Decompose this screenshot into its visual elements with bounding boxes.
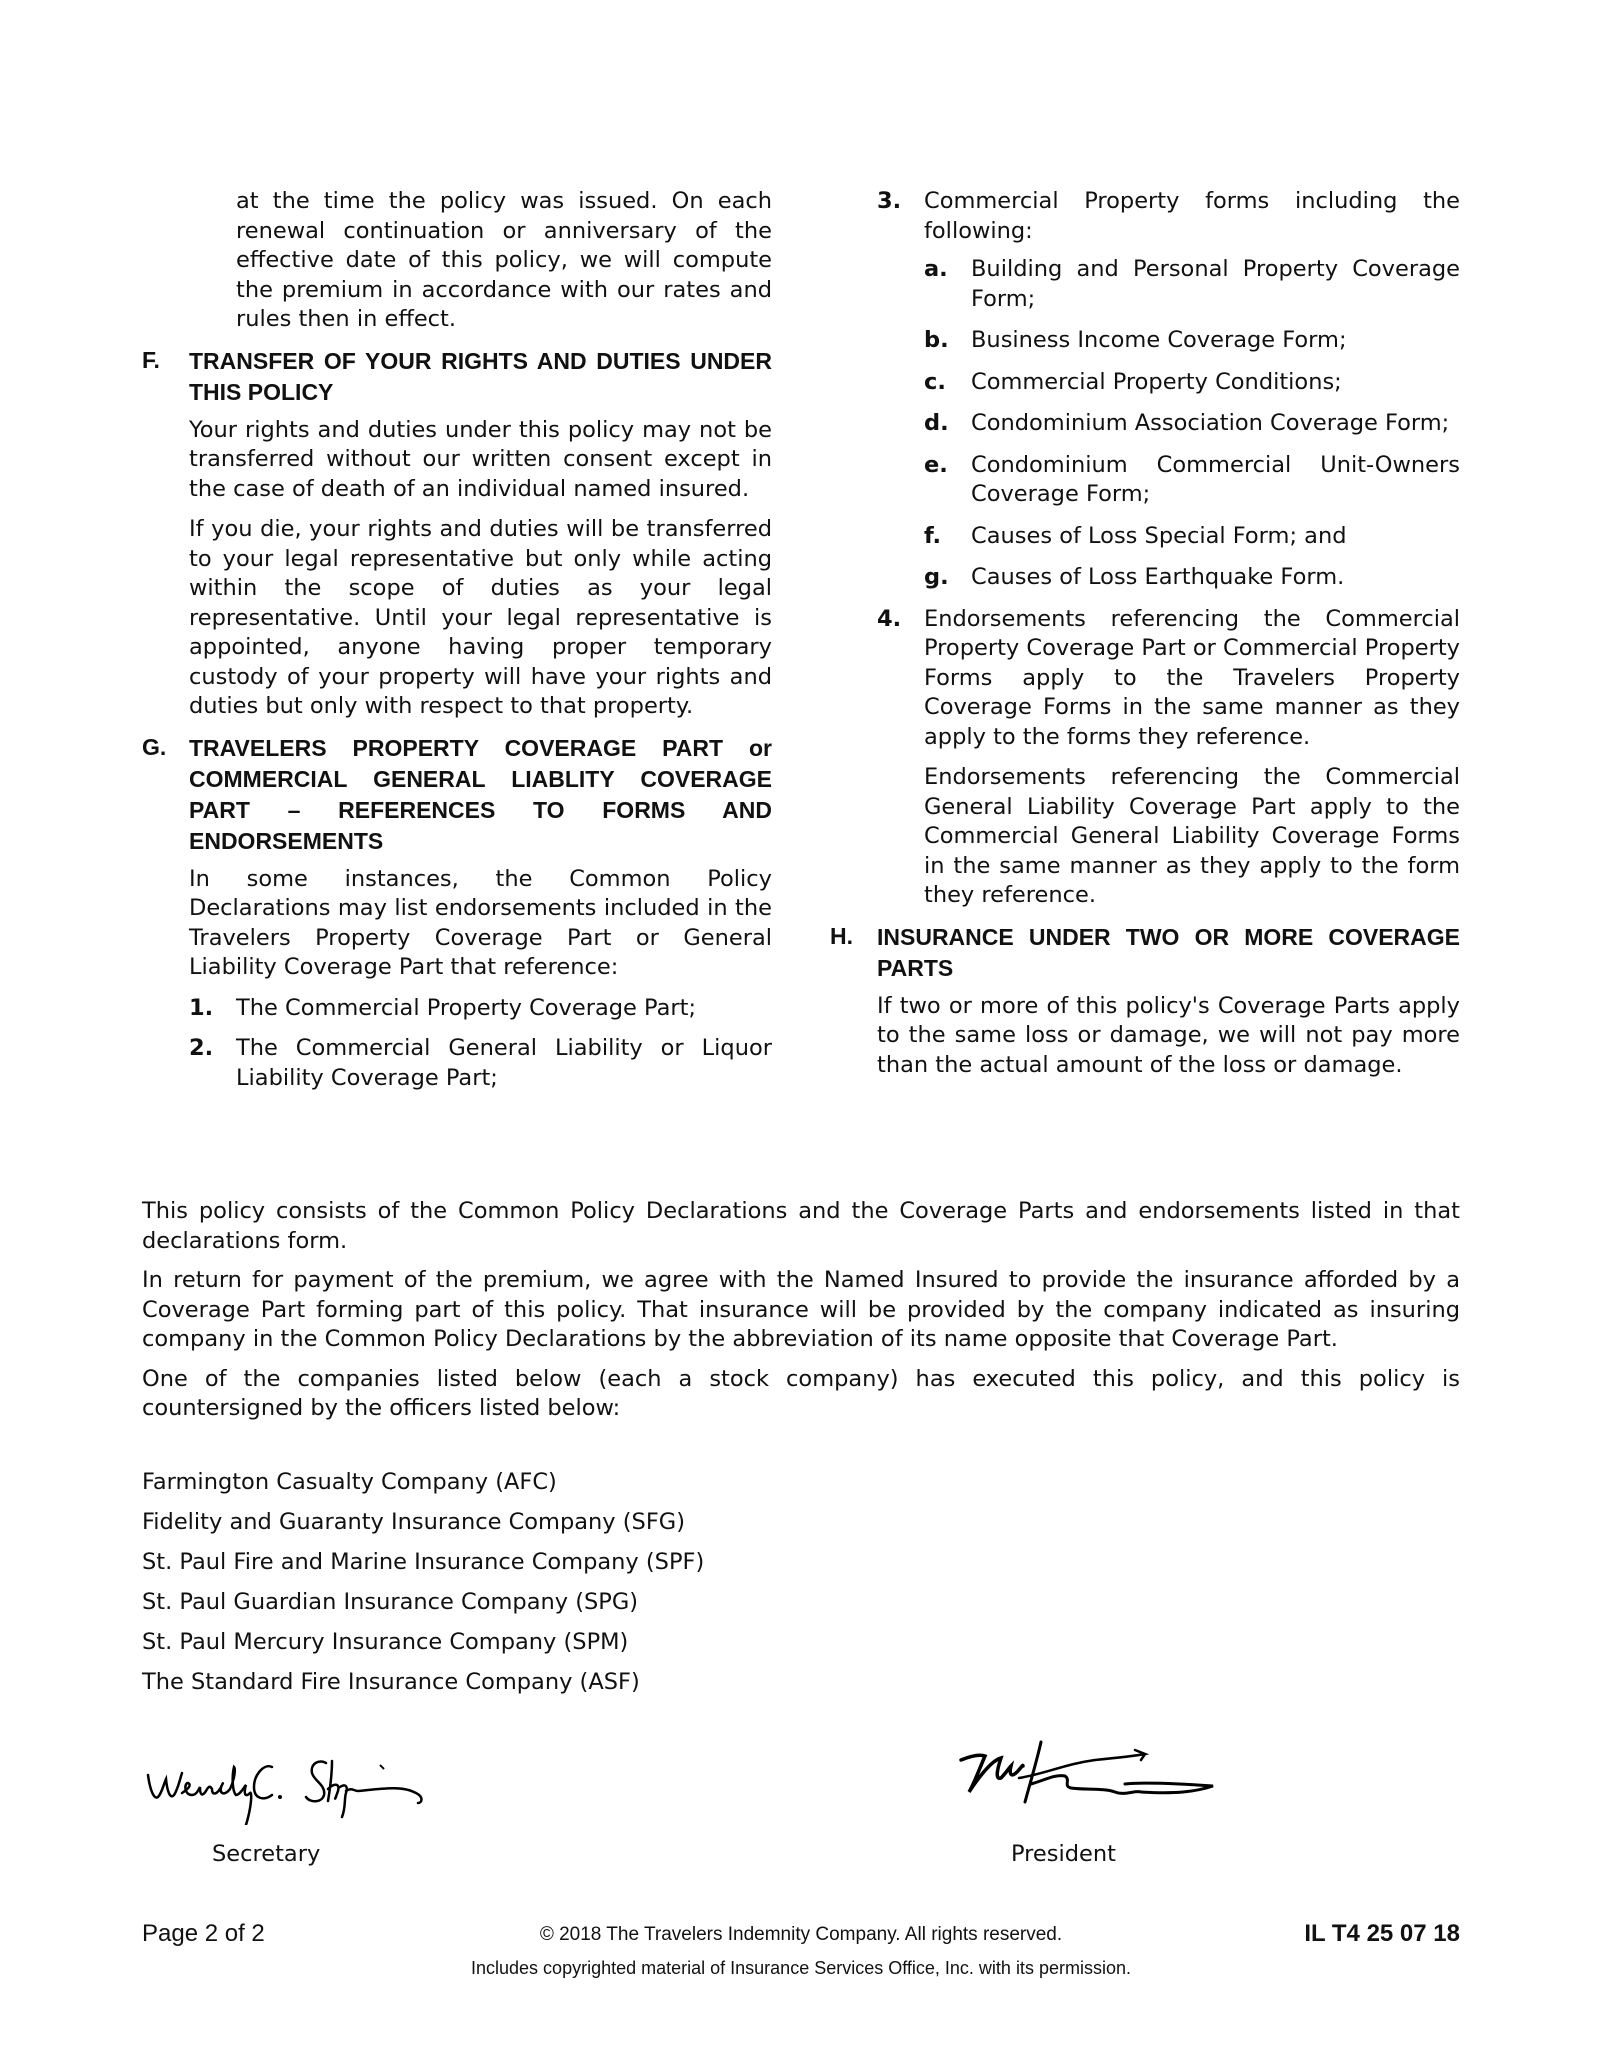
company-list-item: St. Paul Guardian Insurance Company (SPG) — [142, 1589, 639, 1615]
sub-item-letter: d. — [924, 410, 949, 436]
sub-list-item — [924, 368, 1460, 398]
list-item-number: 3. — [877, 188, 902, 214]
list-item — [189, 1034, 772, 1093]
sub-item-text: Condominium Commercial Unit-Owners Coverage Form; — [971, 451, 1460, 507]
right-column — [830, 187, 1460, 1091]
company-list — [142, 1462, 704, 1702]
company-list-item: St. Paul Fire and Marine Insurance Company (SPF) — [142, 1549, 705, 1575]
list-item-text: Commercial Property forms including the following: — [924, 188, 1460, 244]
sub-list-item — [924, 563, 1460, 593]
copyright-notice: © 2018 The Travelers Indemnity Company. All rights reserved. — [539, 1924, 1063, 1945]
company-list-item: The Standard Fire Insurance Company (ASF) — [142, 1669, 640, 1695]
list-item-3 — [877, 187, 1460, 246]
section-h-heading — [830, 922, 1460, 984]
sub-item-text: Building and Personal Property Coverage Form; — [971, 256, 1460, 312]
sub-item-letter: g. — [924, 564, 949, 590]
list-item-text: Endorsements referencing the Commercial Property Coverage Part or Commercial Property Forms apply to the Travelers Property Coverage Forms in the same manner as they apply to the forms they reference. — [924, 605, 1460, 750]
sub-item-letter: f. — [924, 522, 942, 549]
continuation-paragraph: at the time the policy was issued. On each renewal continuation or anniversary of the effective date of this policy, we will compute the premium in accordance with our rates and rules then in effect. — [236, 188, 772, 332]
company-list-item: Fidelity and Guaranty Insurance Company (SFG) — [142, 1509, 685, 1535]
sub-list-item — [924, 255, 1460, 314]
list-item — [189, 994, 772, 1024]
list-item-number: 2. — [189, 1035, 214, 1061]
section-f-paragraph-2: If you die, your rights and duties will be transferred to your legal representative but only while acting within the scope of duties as your legal representative. Until your legal representative is appointed, anyone having proper temporary custody of your property will have your rights and duties but only with respect to that property. — [189, 516, 772, 719]
section-letter: F. — [142, 346, 160, 373]
list-item-number: 4. — [877, 605, 902, 632]
sub-list-item — [924, 409, 1460, 439]
sub-list-item — [924, 522, 1460, 552]
left-column — [142, 187, 772, 1104]
list-item-4-continuation: Endorsements referencing the Commercial General Liability Coverage Part apply to the Commercial General Liability Coverage Forms in the same manner as they apply to the form they reference. — [924, 764, 1460, 908]
list-item-4 — [877, 605, 1460, 753]
list-item-text: The Commercial General Liability or Liquor Liability Coverage Part; — [236, 1035, 772, 1091]
sub-item-text: Causes of Loss Earthquake Form. — [971, 564, 1345, 590]
page-number: Page 2 of 2 — [142, 1920, 265, 1947]
section-f-paragraph-1: Your rights and duties under this policy may not be transferred without our written consent except in the case of death of an individual named insured. — [189, 416, 772, 502]
sub-item-text: Business Income Coverage Form; — [971, 327, 1347, 353]
section-h-body: If two or more of this policy's Coverage Parts apply to the same loss or damage, we will not pay more than the actual amount of the loss or damage. — [877, 992, 1460, 1078]
list-item-number: 1. — [189, 994, 214, 1021]
company-list-item: St. Paul Mercury Insurance Company (SPM) — [142, 1629, 629, 1655]
section-f-heading — [142, 346, 772, 408]
sub-item-text: Commercial Property Conditions; — [971, 368, 1342, 395]
sub-item-letter: e. — [924, 451, 948, 478]
iso-notice: Includes copyrighted material of Insurance Services Office, Inc. with its permission. — [471, 1958, 1131, 1978]
section-g-heading — [142, 733, 772, 857]
section-letter: H. — [830, 922, 853, 949]
closing-paragraph: In return for payment of the premium, we agree with the Named Insured to provide the insurance afforded by a Coverage Part forming part of this policy. That insurance will be provided by the company indicated as insuring company in the Common Policy Declarations by the abbreviation of its name opposite that Coverage Part. — [142, 1267, 1460, 1352]
section-g-intro: In some instances, the Common Policy Declarations may list endorsements included in the Travelers Property Coverage Part or General Liability Coverage Part that reference: — [189, 865, 772, 980]
section-letter: G. — [142, 733, 167, 760]
secretary-signature — [140, 1745, 440, 1825]
section-title: TRAVELERS PROPERTY COVERAGE PART or COMMERCIAL GENERAL LIABLITY COVERAGE PART – REFERENCES TO FORMS AND ENDORSEMENTS — [189, 734, 772, 854]
president-signature — [945, 1730, 1235, 1820]
section-title: INSURANCE UNDER TWO OR MORE COVERAGE PARTS — [877, 923, 1460, 981]
secretary-title: Secretary — [212, 1841, 321, 1867]
list-item-text: The Commercial Property Coverage Part; — [236, 994, 697, 1021]
sub-item-letter: a. — [924, 256, 948, 282]
sub-list-item — [924, 451, 1460, 510]
sub-list — [924, 255, 1460, 593]
company-list-item: Farmington Casualty Company (AFC) — [142, 1469, 557, 1495]
sub-item-letter: b. — [924, 327, 949, 353]
section-title: TRANSFER OF YOUR RIGHTS AND DUTIES UNDER THIS POLICY — [189, 347, 772, 405]
form-number: IL T4 25 07 18 — [1304, 1920, 1460, 1947]
closing-paragraph: One of the companies listed below (each a stock company) has executed this policy, and this policy is countersigned by the officers listed below: — [142, 1365, 1460, 1421]
closing-paragraph: This policy consists of the Common Policy Declarations and the Coverage Parts and endorsements listed in that declarations form. — [142, 1198, 1460, 1254]
sub-item-text: Condominium Association Coverage Form; — [971, 410, 1450, 436]
closing-text — [142, 1197, 1460, 1434]
sub-item-letter: c. — [924, 368, 946, 395]
sub-item-text: Causes of Loss Special Form; and — [971, 522, 1347, 549]
president-title: President — [1011, 1841, 1116, 1867]
sub-list-item — [924, 326, 1460, 356]
